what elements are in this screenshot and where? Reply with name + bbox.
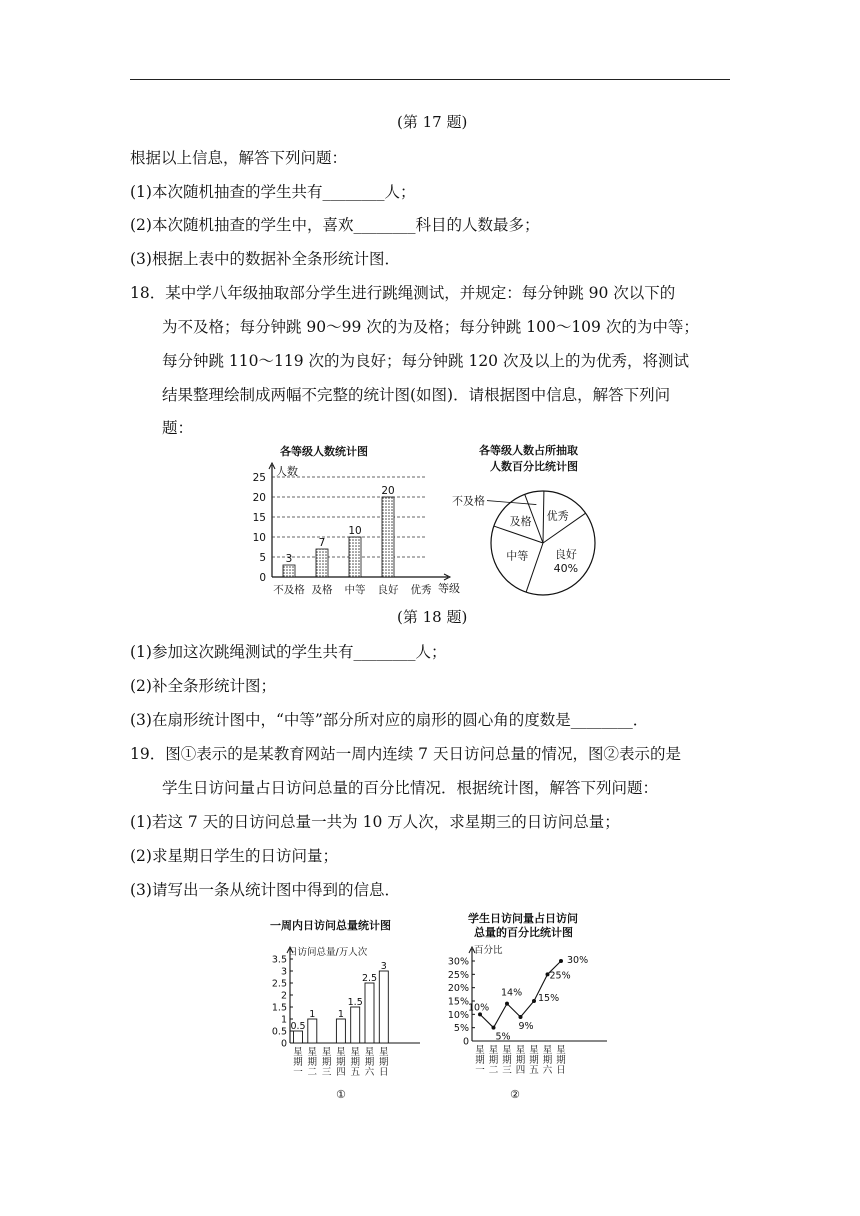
q18-line5: 题： <box>162 419 194 437</box>
bar18-ylabel: 人数 <box>276 465 298 478</box>
line19-xtick: 星 <box>515 1045 526 1056</box>
line19-point <box>492 1026 496 1030</box>
line19-xtick: 一 <box>475 1065 485 1076</box>
bar18-title: 各等级人数统计图 <box>280 445 368 458</box>
bar-chart-grades <box>250 440 470 600</box>
bar19-value-label: 2.5 <box>361 973 378 984</box>
line19-ytick: 5% <box>453 1023 469 1035</box>
bar18-ytick: 25 <box>252 472 266 484</box>
bar18-ytick: 0 <box>259 572 266 584</box>
bar19-xtick: 期 <box>293 1057 303 1068</box>
q19-sub3: (3)请写出一条从统计图中得到的信息． <box>130 881 400 899</box>
pie18-slice-label: 不及格 <box>452 494 485 508</box>
bar19-value-label: 3 <box>380 961 387 972</box>
line19-point <box>519 1015 523 1019</box>
line19-ylabel: 百分比 <box>474 945 503 956</box>
bar19-ytick: 3.5 <box>271 954 287 966</box>
bar18-xtick: 中等 <box>344 584 366 596</box>
q18-sub2: (2)补全条形统计图； <box>130 677 276 695</box>
pie18-title-line2: 人数百分比统计图 <box>490 460 578 473</box>
bar19-title: 一周内日访问总量统计图 <box>270 919 391 932</box>
line19-title-line1: 学生日访问量占日访问 <box>468 912 578 925</box>
q18-line2: 为不及格；每分钟跳 90～99 次的为及格；每分钟跳 100～109 次的为中等； <box>162 318 699 336</box>
bar18-ytick: 5 <box>259 552 266 564</box>
caption-18: (第 18 题) <box>397 608 468 626</box>
line19-point <box>505 1002 509 1006</box>
bar18-xtick: 及格 <box>311 584 333 596</box>
bar19-xtick: 期 <box>336 1057 346 1068</box>
bar19-xtick: 五 <box>350 1067 360 1078</box>
line19-value-label: 25% <box>549 970 571 982</box>
bar18-bar <box>316 549 328 577</box>
line19-title-line2: 总量的百分比统计图 <box>474 926 573 939</box>
pie18-slice-value: 40% <box>553 562 579 576</box>
bar19-ytick: 2.5 <box>271 978 287 990</box>
line19-value-label: 9% <box>518 1021 534 1032</box>
bar19-bar <box>365 983 374 1043</box>
bar19-bar <box>351 1007 360 1043</box>
line19-value-label: 5% <box>495 1031 511 1043</box>
line19-subtitle: ② <box>510 1088 520 1101</box>
q19-sub2: (2)求星期日学生的日访问量； <box>130 847 338 865</box>
bar18-value-label: 7 <box>318 537 326 549</box>
line19-xtick: 四 <box>515 1065 526 1076</box>
line-chart-percent <box>440 908 615 1103</box>
q19-sub1: (1)若这 7 天的日访问总量一共为 10 万人次，求星期三的日访问总量； <box>130 813 620 831</box>
line19-xtick: 星 <box>542 1045 553 1056</box>
line19-xtick: 星 <box>475 1045 485 1056</box>
bar18-value-label: 20 <box>381 485 395 497</box>
bar19-xtick: 期 <box>364 1057 375 1068</box>
bar19-xtick: 星 <box>307 1047 318 1058</box>
line19-xtick: 期 <box>502 1055 512 1066</box>
bar19-value-label: 0.5 <box>290 1021 306 1032</box>
bar19-xtick: 三 <box>321 1067 332 1078</box>
bar18-xtick: 优秀 <box>410 584 432 596</box>
bar19-value-label: 1 <box>309 1009 316 1020</box>
q18-line1: 18．某中学八年级抽取部分学生进行跳绳测试，并规定：每分钟跳 90 次以下的 <box>130 284 676 302</box>
bar19-xtick: 星 <box>321 1047 332 1058</box>
bar19-ytick: 2 <box>280 990 287 1002</box>
bar18-bar <box>382 497 394 577</box>
q17-part3: (3)根据上表中的数据补全条形统计图． <box>130 250 400 268</box>
bar19-ytick: 3 <box>280 966 287 978</box>
q18-sub3: (3)在扇形统计图中，“中等”部分所对应的扇形的圆心角的度数是________． <box>130 711 649 729</box>
line19-xtick: 星 <box>488 1045 499 1056</box>
bar19-xtick: 一 <box>293 1067 303 1078</box>
bar19-xtick: 期 <box>307 1057 318 1068</box>
bar19-xtick: 星 <box>350 1047 360 1058</box>
bar19-xtick: 期 <box>379 1057 389 1068</box>
bar18-value-label: 3 <box>285 553 293 565</box>
q17-part2: (2)本次随机抽查的学生中，喜欢________科目的人数最多； <box>130 216 540 234</box>
bar19-xtick: 六 <box>364 1067 375 1078</box>
line19-xtick: 星 <box>556 1045 566 1056</box>
line19-ytick: 30% <box>447 956 469 968</box>
line19-value-label: 15% <box>538 993 560 1004</box>
intro-17: 根据以上信息，解答下列问题： <box>130 149 348 167</box>
line19-xtick: 星 <box>529 1045 539 1056</box>
line19-xtick: 期 <box>542 1055 553 1066</box>
line19-ytick: 20% <box>447 983 469 995</box>
line19-ytick: 10% <box>447 1009 469 1021</box>
line19-ytick: 15% <box>447 996 469 1008</box>
bar19-ylabel: 日访问总量/万人次 <box>288 947 368 958</box>
q19-line2: 学生日访问量占日访问总量的百分比情况．根据统计图，解答下列问题： <box>162 779 659 797</box>
line19-xtick: 期 <box>488 1055 499 1066</box>
pie18-slice-label: 良好 <box>554 548 577 562</box>
q18-sub1: (1)参加这次跳绳测试的学生共有________人； <box>130 643 447 661</box>
line19-xtick: 五 <box>529 1065 539 1076</box>
line19-value-label: 10% <box>468 1002 490 1014</box>
q17-part1: (1)本次随机抽查的学生共有________人； <box>130 183 416 201</box>
bar18-xlabel: 等级 <box>438 582 460 595</box>
bar19-value-label: 1 <box>337 1009 344 1020</box>
bar18-xtick: 不及格 <box>273 584 305 596</box>
line19-xtick: 日 <box>556 1065 566 1076</box>
line19-xtick: 期 <box>515 1055 526 1066</box>
line19-xtick: 三 <box>502 1065 512 1076</box>
bar19-bar <box>308 1019 317 1043</box>
bar19-xtick: 期 <box>350 1057 360 1068</box>
line19-point <box>532 999 536 1003</box>
line19-ytick: 25% <box>447 969 469 981</box>
bar19-xtick: 期 <box>321 1057 332 1068</box>
bar19-xtick: 星 <box>379 1047 389 1058</box>
line19-xtick: 期 <box>529 1055 539 1066</box>
line19-xtick: 星 <box>502 1045 512 1056</box>
line19-xtick: 六 <box>542 1065 553 1076</box>
bar19-xtick: 星 <box>336 1047 346 1058</box>
bar18-ytick: 20 <box>252 492 266 504</box>
bar18-ytick: 10 <box>252 532 266 544</box>
bar19-xtick: 二 <box>307 1067 318 1078</box>
bar19-value-label: 1.5 <box>347 997 363 1008</box>
bar-chart-visits <box>260 912 435 1102</box>
line19-point <box>559 959 563 963</box>
bar18-value-label: 10 <box>348 525 362 537</box>
bar19-ytick: 1.5 <box>271 1002 287 1014</box>
bar19-bar <box>379 971 388 1043</box>
line19-value-label: 30% <box>567 955 589 966</box>
line19-xtick: 二 <box>488 1065 499 1076</box>
line19-value-label: 14% <box>501 987 523 999</box>
bar19-xtick: 日 <box>379 1067 389 1078</box>
line19-ytick: 0 <box>462 1036 469 1048</box>
top-rule <box>130 79 730 80</box>
bar18-ytick: 15 <box>252 512 266 524</box>
pie18-slice-label: 及格 <box>509 515 532 529</box>
line19-xtick: 期 <box>475 1055 485 1066</box>
bar19-ytick: 1 <box>280 1014 287 1026</box>
bar18-xtick: 良好 <box>377 584 399 596</box>
bar19-xtick: 星 <box>364 1047 375 1058</box>
bar18-bar <box>283 565 295 577</box>
caption-17: (第 17 题) <box>397 113 468 131</box>
q18-line4: 结果整理绘制成两幅不完整的统计图(如图)．请根据图中信息，解答下列问 <box>162 386 671 404</box>
bar19-bar <box>336 1019 345 1043</box>
q19-line1: 19．图①表示的是某教育网站一周内连续 7 天日访问总量的情况，图②表示的是 <box>130 745 681 763</box>
bar19-xtick: 四 <box>336 1067 346 1078</box>
q18-line3: 每分钟跳 110～119 次的为良好；每分钟跳 120 次及以上的为优秀，将测试 <box>162 352 689 370</box>
line19-xtick: 期 <box>556 1055 566 1066</box>
pie-chart-grades <box>440 440 620 605</box>
bar19-bar <box>294 1031 303 1043</box>
pie18-title-line1: 各等级人数占所抽取 <box>479 444 578 457</box>
bar18-bar <box>349 537 361 577</box>
bar19-subtitle: ① <box>336 1088 346 1101</box>
bar19-xtick: 星 <box>293 1047 303 1058</box>
pie18-slice-label: 中等 <box>506 549 529 563</box>
pie18-slice-label: 优秀 <box>546 509 569 523</box>
bar19-ytick: 0 <box>280 1038 287 1050</box>
bar19-ytick: 0.5 <box>271 1026 287 1038</box>
